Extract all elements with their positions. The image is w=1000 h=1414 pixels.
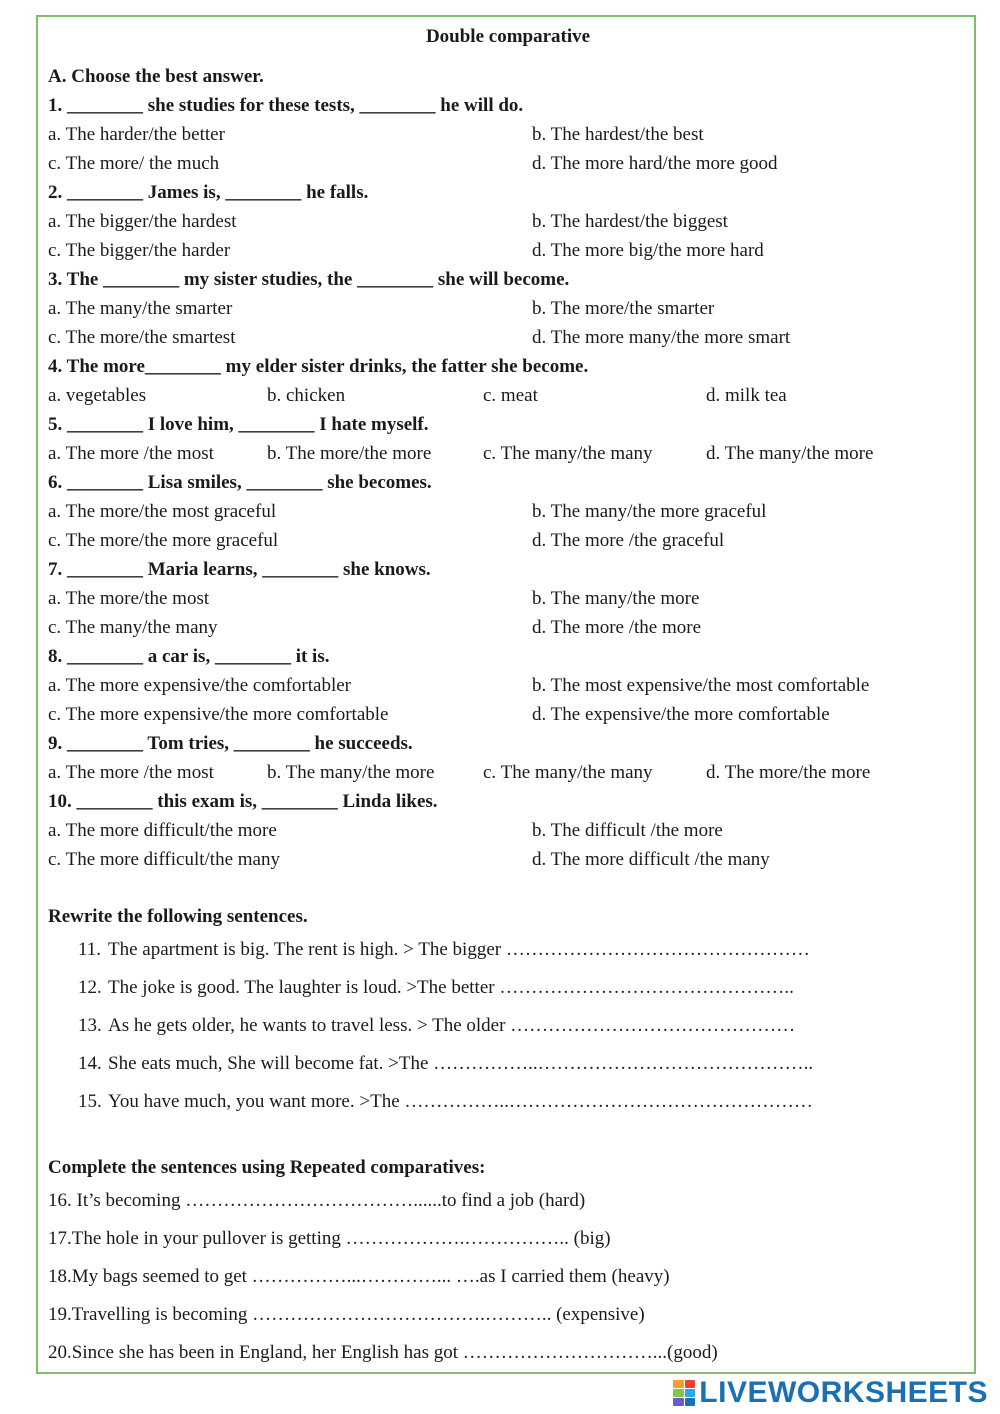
item-text: The joke is good. The laughter is loud. >The better ………………………………………..: [108, 977, 794, 998]
answer-option[interactable]: c. The more/the more graceful: [48, 530, 279, 551]
item-number: 13.: [78, 1015, 102, 1036]
rewrite-list: [48, 931, 968, 1121]
answer-option[interactable]: a. The more /the most: [48, 443, 214, 464]
answer-option[interactable]: a. The more expensive/the comfortabler: [48, 675, 351, 696]
rewrite-item[interactable]: [48, 1007, 968, 1045]
answer-option[interactable]: a. The bigger/the hardest: [48, 211, 237, 232]
option-row: [48, 584, 968, 613]
answer-option[interactable]: c. The many/the many: [48, 617, 218, 638]
option-row: [48, 236, 968, 265]
answer-option[interactable]: d. The more many/the more smart: [532, 327, 791, 348]
option-row: [48, 671, 968, 700]
question-stem: 9. ________ Tom tries, ________ he succeeds.: [48, 733, 413, 754]
answer-option[interactable]: c. The more/ the much: [48, 153, 220, 174]
answer-option[interactable]: a. The many/the smarter: [48, 298, 233, 319]
rewrite-item[interactable]: [48, 1045, 968, 1083]
answer-option[interactable]: c. The more/the smartest: [48, 327, 236, 348]
answer-option[interactable]: c. The more expensive/the more comfortable: [48, 704, 389, 725]
option-row: [48, 816, 968, 845]
question-stem: 2. ________ James is, ________ he falls.: [48, 182, 369, 203]
rewrite-item[interactable]: [48, 1083, 968, 1121]
item-text: She eats much, She will become fat. >The ……………..……………………………………..: [108, 1053, 814, 1074]
answer-option[interactable]: d. The more difficult /the many: [532, 849, 770, 870]
complete-item[interactable]: 18.My bags seemed to get ……………...…………... ….as I carried them (heavy): [48, 1266, 670, 1287]
item-text: As he gets older, he wants to travel less. > The older ………………………………………: [108, 1015, 796, 1036]
answer-option[interactable]: a. The harder/the better: [48, 124, 225, 145]
answer-option[interactable]: d. The expensive/the more comfortable: [532, 704, 830, 725]
option-row: [48, 439, 968, 468]
item-text: The apartment is big. The rent is high. > The bigger …………………………………………: [108, 939, 810, 960]
item-number: 11.: [78, 939, 102, 960]
question-stem: 4. The more________ my elder sister drinks, the fatter she become.: [48, 356, 589, 377]
answer-option[interactable]: d. The more /the more: [532, 617, 702, 638]
item-number: 15.: [78, 1091, 102, 1112]
answer-option[interactable]: b. The many/the more: [532, 588, 700, 609]
complete-item[interactable]: 19.Travelling is becoming ……………………………….……….. (expensive): [48, 1304, 645, 1325]
worksheet-title: Double comparative: [425, 26, 591, 47]
section-a-heading: A. Choose the best answer.: [48, 66, 264, 87]
question-stem: 6. ________ Lisa smiles, ________ she becomes.: [48, 472, 432, 493]
answer-option[interactable]: c. meat: [483, 385, 538, 406]
option-row: [48, 149, 968, 178]
answer-option[interactable]: d. The many/the more: [706, 443, 874, 464]
answer-option[interactable]: d. The more hard/the more good: [532, 153, 778, 174]
answer-option[interactable]: b. chicken: [267, 385, 346, 406]
question-stem: 1. ________ she studies for these tests, ________ he will do.: [48, 95, 524, 116]
answer-option[interactable]: a. The more/the most: [48, 588, 210, 609]
answer-option[interactable]: a. The more difficult/the more: [48, 820, 277, 841]
item-number: 14.: [78, 1053, 102, 1074]
section-c-heading: Complete the sentences using Repeated comparatives:: [48, 1157, 486, 1178]
rewrite-item[interactable]: [48, 931, 968, 969]
answer-option[interactable]: a. vegetables: [48, 385, 147, 406]
option-row: [48, 207, 968, 236]
question-stem: 8. ________ a car is, ________ it is.: [48, 646, 330, 667]
answer-option[interactable]: d. The more /the graceful: [532, 530, 725, 551]
answer-option[interactable]: c. The bigger/the harder: [48, 240, 231, 261]
answer-option[interactable]: b. The many/the more: [267, 762, 435, 783]
answer-option[interactable]: b. The more/the smarter: [532, 298, 715, 319]
complete-item[interactable]: 16. It’s becoming ………………………………......to find a job (hard): [48, 1190, 586, 1211]
option-row: [48, 758, 968, 787]
complete-item[interactable]: 17.The hole in your pullover is getting ……………….…………….. (big): [48, 1228, 611, 1249]
answer-option[interactable]: d. milk tea: [706, 385, 787, 406]
question-stem: 5. ________ I love him, ________ I hate myself.: [48, 414, 429, 435]
rewrite-item[interactable]: [48, 969, 968, 1007]
question-stem: 3. The ________ my sister studies, the ________ she will become.: [48, 269, 570, 290]
item-text: You have much, you want more. >The ……………..…………………………………………: [108, 1091, 813, 1112]
liveworksheets-logo-icon: [673, 1380, 695, 1406]
complete-list: [48, 1182, 968, 1372]
complete-item[interactable]: 20.Since she has been in England, her English has got …………………………...(good): [48, 1342, 718, 1363]
option-row: [48, 120, 968, 149]
answer-option[interactable]: a. The more/the most graceful: [48, 501, 277, 522]
option-row: [48, 526, 968, 555]
multiple-choice-questions: [48, 91, 968, 874]
answer-option[interactable]: c. The more difficult/the many: [48, 849, 280, 870]
answer-option[interactable]: b. The hardest/the biggest: [532, 211, 728, 232]
option-row: [48, 845, 968, 874]
option-row: [48, 323, 968, 352]
answer-option[interactable]: a. The more /the most: [48, 762, 214, 783]
answer-option[interactable]: d. The more big/the more hard: [532, 240, 764, 261]
answer-option[interactable]: d. The more/the more: [706, 762, 871, 783]
answer-option[interactable]: b. The more/the more: [267, 443, 432, 464]
answer-option[interactable]: b. The difficult /the more: [532, 820, 723, 841]
section-b-heading: Rewrite the following sentences.: [48, 906, 308, 927]
answer-option[interactable]: c. The many/the many: [483, 762, 653, 783]
option-row: [48, 613, 968, 642]
answer-option[interactable]: b. The hardest/the best: [532, 124, 704, 145]
brand-text: LIVEWORKSHEETS: [699, 1376, 988, 1409]
option-row: [48, 700, 968, 729]
option-row: [48, 497, 968, 526]
option-row: [48, 381, 968, 410]
option-row: [48, 294, 968, 323]
item-number: 12.: [78, 977, 102, 998]
worksheet: [48, 22, 968, 1372]
question-stem: 10. ________ this exam is, ________ Linda likes.: [48, 791, 438, 812]
question-stem: 7. ________ Maria learns, ________ she knows.: [48, 559, 431, 580]
answer-option[interactable]: c. The many/the many: [483, 443, 653, 464]
answer-option[interactable]: b. The many/the more graceful: [532, 501, 767, 522]
liveworksheets-logo[interactable]: [673, 1377, 988, 1409]
answer-option[interactable]: b. The most expensive/the most comfortable: [532, 675, 870, 696]
